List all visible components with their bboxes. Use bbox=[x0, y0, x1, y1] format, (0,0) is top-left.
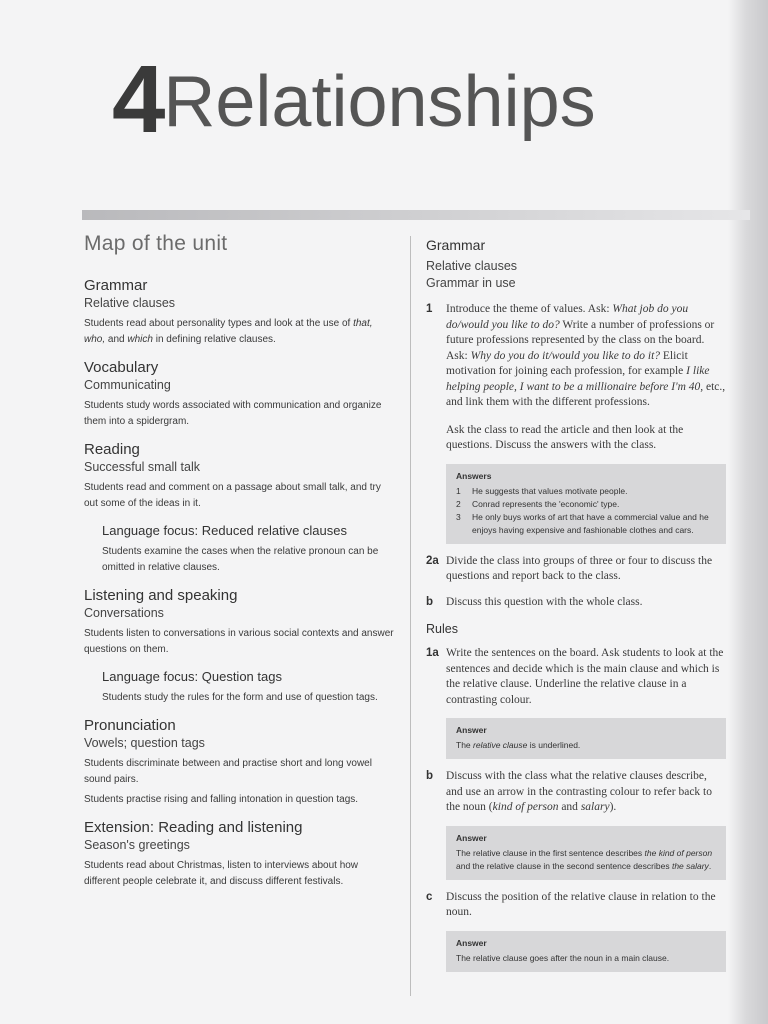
section-description: Students practise rising and falling intonation in question tags. bbox=[84, 794, 359, 805]
binding-shadow bbox=[728, 0, 768, 1024]
answer-text: The relative clause in the first sentence describes the kind of person and the relative clause in the second sentence describes the salary. bbox=[456, 847, 713, 871]
section-subheading: Communicating bbox=[84, 378, 171, 392]
item-number: b bbox=[426, 595, 434, 608]
instruction-item: 2a Divide the class into groups of three or four to discuss the questions and report back to the class. bbox=[426, 554, 713, 582]
teacher-notes bbox=[426, 236, 726, 980]
section-heading: Extension: Reading and listening bbox=[84, 819, 303, 836]
section-description: Students read about personality types and look at the use of that, who, and which in defining relative clauses. bbox=[84, 318, 373, 345]
answer-title: Answer bbox=[456, 832, 487, 843]
focus-heading: Language focus: Reduced relative clauses bbox=[102, 523, 347, 538]
answer-title: Answers bbox=[456, 470, 492, 481]
section-heading: Grammar bbox=[84, 277, 148, 294]
instruction-paragraph: Ask the class to read the article and then look at the questions. Discuss the answers with the class. bbox=[446, 423, 684, 451]
section-extension bbox=[84, 818, 394, 890]
section-heading: Vocabulary bbox=[84, 359, 159, 376]
instruction-item: b Discuss with the class what the relative clauses describe, and use an arrow in the contrasting colour to refer back to the noun (kind of person and salary). bbox=[426, 770, 712, 813]
section-description: Students read and comment on a passage about small talk, and try out some of the ideas in it. bbox=[84, 482, 381, 509]
answer-box bbox=[446, 718, 726, 759]
section-heading: Listening and speaking bbox=[84, 587, 238, 604]
focus-heading: Language focus: Question tags bbox=[102, 669, 282, 684]
section-subheading: Relative clauses bbox=[84, 296, 176, 310]
answer-box bbox=[446, 931, 726, 972]
language-focus bbox=[102, 522, 394, 576]
section-description: Students study words associated with communication and organize them into a spidergram. bbox=[84, 400, 382, 427]
item-number: b bbox=[426, 770, 434, 782]
section-grammar bbox=[84, 276, 394, 348]
section-heading: Reading bbox=[84, 441, 140, 458]
section-reading bbox=[84, 440, 394, 576]
item-number: 1 bbox=[426, 303, 433, 315]
section-subheading: Season's greetings bbox=[84, 838, 190, 852]
answer-text: The relative clause is underlined. bbox=[456, 740, 581, 750]
notes-subheading: Relative clauses bbox=[426, 259, 518, 273]
focus-description: Students study the rules for the form and use of question tags. bbox=[102, 692, 378, 703]
focus-description: Students examine the cases when the relative pronoun can be omitted in relative clauses. bbox=[102, 546, 379, 573]
section-description: Students listen to conversations in various social contexts and answer questions on them. bbox=[84, 628, 394, 655]
section-subheading: Successful small talk bbox=[84, 460, 201, 474]
section-description: Students read about Christmas, listen to interviews about how different people celebrate it, and discuss different festivals. bbox=[84, 860, 359, 887]
map-title: Map of the unit bbox=[84, 232, 228, 255]
chapter-name: Relationships bbox=[163, 62, 596, 142]
answer-title: Answer bbox=[456, 937, 487, 948]
map-of-unit bbox=[84, 232, 394, 900]
answer-title: Answer bbox=[456, 725, 487, 735]
section-description: Students discriminate between and practise short and long vowel sound pairs. bbox=[84, 758, 372, 785]
answer-box bbox=[446, 826, 726, 880]
item-number: 1a bbox=[426, 647, 439, 659]
notes-heading: Grammar bbox=[426, 237, 486, 253]
item-number: c bbox=[426, 890, 433, 903]
rules-heading: Rules bbox=[426, 622, 458, 636]
chapter-number: 4 bbox=[112, 46, 162, 153]
instruction-item: 1a Write the sentences on the board. Ask students to look at the sentences and decide which is the main clause and which is the relative clause. Underline the relative clause in a contrasting colour. bbox=[426, 647, 724, 706]
section-pronunciation bbox=[84, 716, 394, 808]
instruction-item: c Discuss the position of the relative clause in relation to the noun. bbox=[426, 890, 716, 918]
language-focus bbox=[102, 668, 394, 706]
item-number: 2a bbox=[426, 554, 439, 567]
section-subheading: Vowels; question tags bbox=[84, 736, 205, 750]
instruction-item: 1 Introduce the theme of values. Ask: What job do you do/would you like to do? Write a number of professions or future professions represented by the class on the board. Ask: Why do you do it/would you like to do it? Elicit motivation for joining each profession, for example I like helping people, I want to be a millionaire before I'm 40, etc., and link them with the different professions. bbox=[426, 303, 726, 408]
answer-item: 1 He suggests that values motivate people. bbox=[456, 485, 628, 496]
instruction-item: b Discuss this question with the whole class. bbox=[426, 595, 726, 611]
section-vocabulary bbox=[84, 358, 394, 430]
column-divider bbox=[410, 236, 411, 996]
answer-item: 2 Conrad represents the 'economic' type. bbox=[456, 498, 620, 509]
section-subheading: Conversations bbox=[84, 606, 164, 620]
section-listening bbox=[84, 586, 394, 706]
header-rule bbox=[82, 210, 750, 220]
chapter-title bbox=[112, 46, 596, 153]
answer-box bbox=[446, 464, 726, 544]
answer-item: 3 He only buys works of art that have a commercial value and he enjoys having expensive and fashionable clothes and cars. bbox=[456, 511, 709, 535]
answer-text: The relative clause goes after the noun in a main clause. bbox=[456, 952, 670, 963]
section-heading: Pronunciation bbox=[84, 717, 176, 734]
notes-subheading: Grammar in use bbox=[426, 276, 516, 290]
